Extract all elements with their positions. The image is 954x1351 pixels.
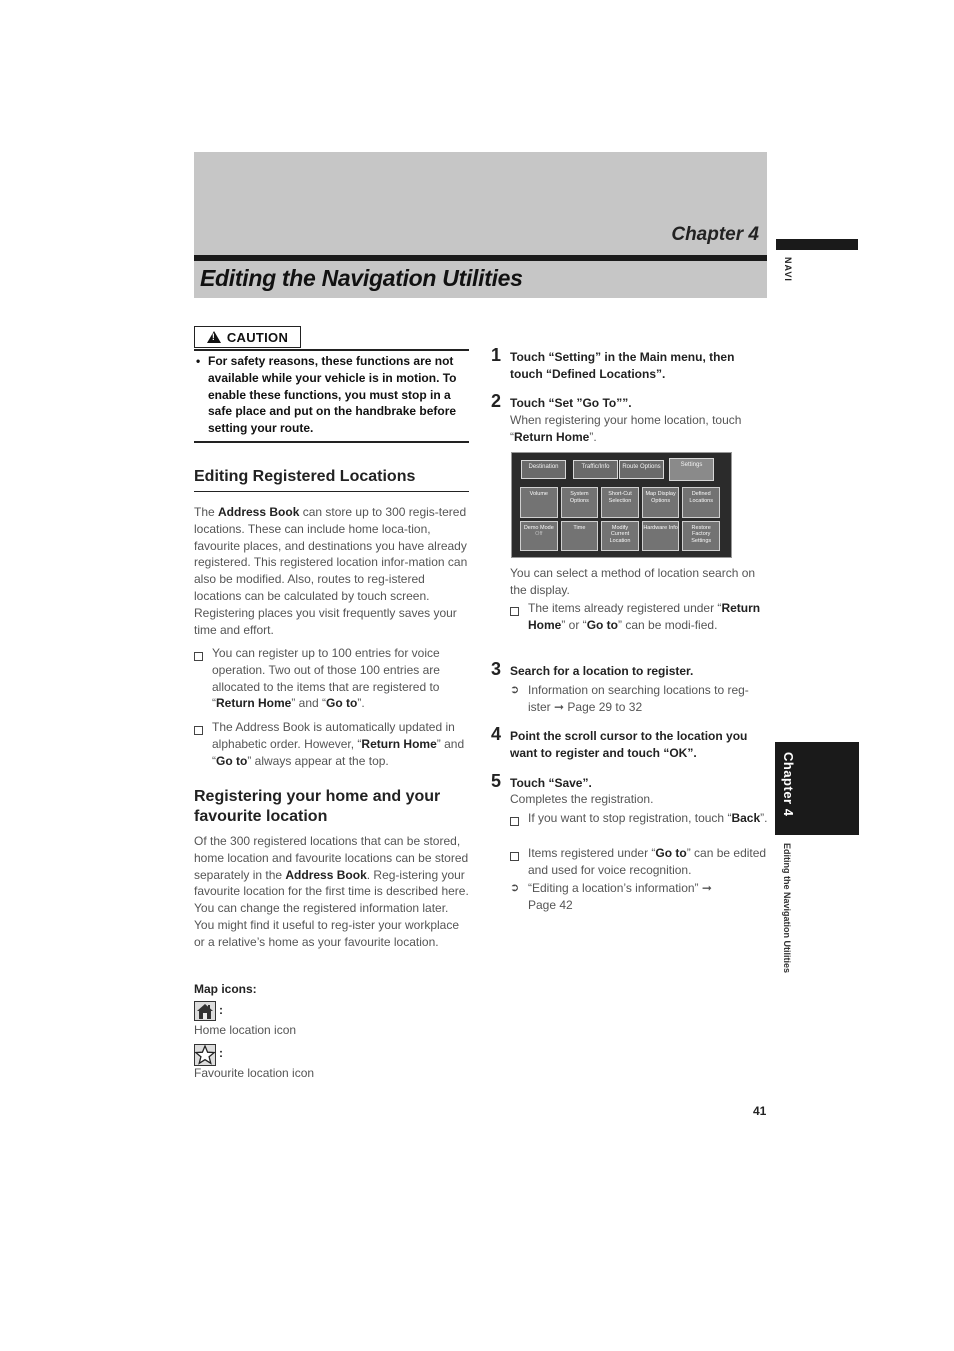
step-1-number: 1 xyxy=(491,345,502,365)
note-address-book-order: The Address Book is automatically updated in alphabetic order. However, “Return Home” and “Go to” always appear at the top. xyxy=(212,720,465,768)
screen-tab-route-options: Route Options xyxy=(619,460,664,479)
note-checkbox-icon xyxy=(194,722,206,740)
warning-icon xyxy=(207,331,221,343)
screen-tab-settings: Settings xyxy=(669,458,714,481)
favourite-icon-caption: Favourite location icon xyxy=(194,1066,315,1080)
note-checkbox-icon xyxy=(510,813,522,831)
home-icon-caption: Home location icon xyxy=(194,1023,297,1037)
step-2-after-text: You can select a method of location search on the display. xyxy=(510,566,756,597)
chapter-tab-label: Chapter 4 xyxy=(781,752,796,817)
screen-cell-time: Time xyxy=(561,521,599,552)
screen-cell-restore-factory-settings: Restore Factory Settings xyxy=(682,521,720,552)
caution-label: CAUTION xyxy=(226,329,289,345)
step-2-text: Touch “Set ”Go To””. xyxy=(510,396,632,410)
side-section-label: Editing the Navigation Utilities xyxy=(782,843,792,974)
step-3-text: Search for a location to register. xyxy=(510,664,694,678)
caution-badge xyxy=(194,326,301,348)
note-checkbox-icon xyxy=(194,648,206,666)
screen-cell-hardware-info: Hardware Info xyxy=(642,521,680,552)
settings-screen-screenshot xyxy=(511,452,732,558)
screen-tab-destination: Destination xyxy=(521,460,566,479)
note-checkbox-icon xyxy=(510,603,522,621)
caution-rule-top xyxy=(194,349,469,351)
reference-arrow-icon: ➲ xyxy=(510,882,520,894)
step-4-text: Point the scroll cursor to the location you want to register and touch “OK”. xyxy=(510,729,748,760)
step-5-note-go-to: Items registered under “Go to” can be edited and used for voice recognition. xyxy=(528,846,767,877)
map-icons-label: Map icons: xyxy=(194,982,257,996)
screen-cell-volume: Volume xyxy=(520,487,558,518)
section-heading-rule xyxy=(194,491,469,492)
note-checkbox-icon xyxy=(510,848,522,866)
step-3-reference: Information on searching locations to reg-ister ➞ Page 29 to 32 xyxy=(528,683,749,714)
screen-cell-map-display-options: Map Display Options xyxy=(642,487,680,518)
step-5-note-back: If you want to stop registration, touch “Back”. xyxy=(528,811,768,825)
step-3-number: 3 xyxy=(491,659,502,679)
screen-cell-defined-locations: Defined Locations xyxy=(682,487,720,518)
intro-paragraph: The Address Book can store up to 300 regis-tered locations. These can include home loca-tion, favourite places, and destinations you have already registered. This registered location infor-mation can also be modified. Also, routes to reg-istered locations can be calculated by touch screen. Registering places you visit frequently saves your time and effort. xyxy=(194,505,468,637)
section-heading-home-favourite: Registering your home and your favourite location xyxy=(194,788,441,825)
section-heading-editing: Editing Registered Locations xyxy=(194,468,416,485)
screen-cell-modify-current-location: Modify Current Location xyxy=(601,521,639,552)
favourite-location-icon xyxy=(194,1044,216,1066)
settings-grid xyxy=(520,487,720,551)
step-5-reference: “Editing a location’s information” ➞ Page 42 xyxy=(528,881,712,912)
step-2-body: When registering your home location, touch “Return Home”. xyxy=(510,413,742,444)
screen-tab-traffic-info: Traffic/Info xyxy=(573,460,618,479)
step-1-text: Touch “Setting” in the Main menu, then touch “Defined Locations”. xyxy=(510,350,735,381)
step-4-number: 4 xyxy=(491,724,502,744)
home-location-icon xyxy=(194,1001,216,1021)
caution-rule-bottom xyxy=(194,441,469,443)
screen-cell-demo-mode: Demo Mode Off xyxy=(520,521,558,552)
chapter-label: Chapter 4 xyxy=(671,224,759,245)
note-voice-entries: You can register up to 100 entries for voice operation. Two out of those 100 entries are allocated to the items that are registered to “Return Home” and “Go to”. xyxy=(212,646,440,711)
caution-text: For safety reasons, these functions are not available while your vehicle is in motion. To enable these functions, you must stop in a safe place and put on the handbrake before setting your route. xyxy=(208,354,457,436)
screen-cell-short-cut-selection: Short-Cut Selection xyxy=(601,487,639,518)
favourite-icon-colon: : xyxy=(219,1046,223,1060)
step-5-text: Touch “Save”. xyxy=(510,776,592,790)
step-2-number: 2 xyxy=(491,391,502,411)
screen-cell-system-options: System Options xyxy=(561,487,599,518)
step-5-number: 5 xyxy=(491,771,502,791)
home-icon-colon: : xyxy=(219,1003,223,1017)
step-2-note: The items already registered under “Return Home” or “Go to” can be modi-fied. xyxy=(528,601,761,632)
step-5-body: Completes the registration. xyxy=(510,792,654,806)
reference-arrow-icon: ➲ xyxy=(510,684,520,696)
home-paragraph: Of the 300 registered locations that can be stored, home location and favourite locations can be stored separately in the Address Book. Reg-istering your favourite location for the first time is described here. You can change the registered information later. You might find it useful to reg-ister your workplace or a relative’s home as your favourite location. xyxy=(194,834,469,949)
navi-bar xyxy=(776,239,858,250)
navi-label: NAVI xyxy=(783,257,793,282)
caution-bullet: • xyxy=(196,354,201,368)
page-number: 41 xyxy=(753,1104,767,1118)
page-title: Editing the Navigation Utilities xyxy=(200,265,523,291)
